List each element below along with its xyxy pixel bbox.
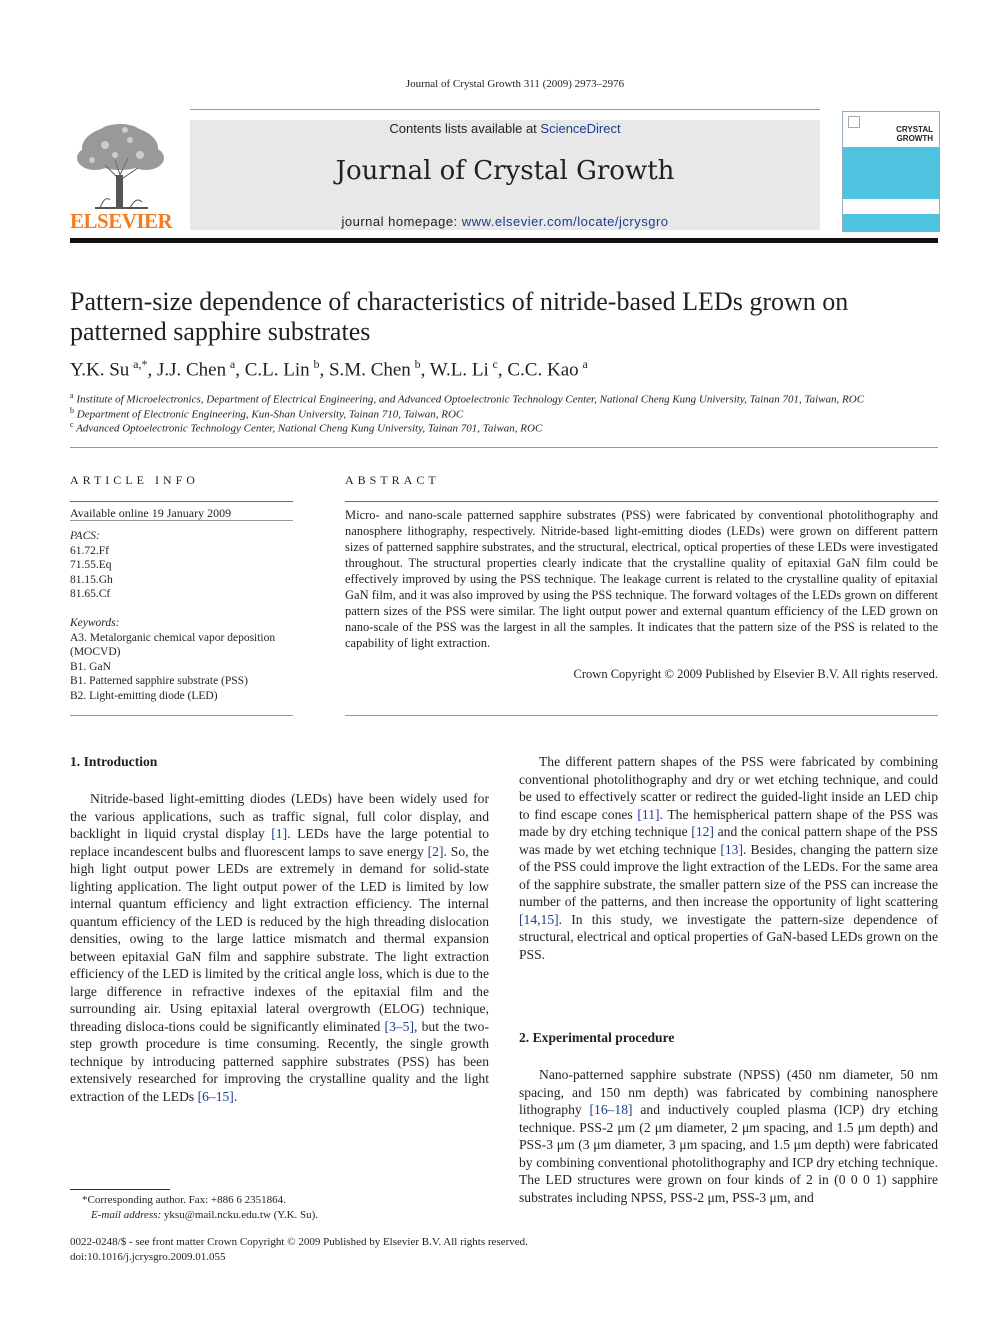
citation-link[interactable]: [14,15] bbox=[519, 911, 559, 927]
citation-link[interactable]: [2] bbox=[427, 843, 444, 859]
keyword: A3. Metalorganic chemical vapor deposition bbox=[70, 631, 276, 644]
cover-stripe bbox=[843, 201, 939, 213]
abstract-text: Micro- and nano-scale patterned sapphire substrates (PSS) were fabricated by conventional photolithography and nanosphere lithography, respectively. Nitride-based light-emitting diodes (LEDs) were grown on different pattern sizes of patterned sapphire substrates, and the structural, electrical, optical properties of these LEDs were investigated throughout. The structural properties clearly indicate that the crystalline quality of epitaxial GaN film could be effectively improved by using the PSS technique. The leakage current is related to the crystalline quality of epitaxial GaN film, and it was also improved by using the PSS technique. The forward voltages of the LEDs grown on different pattern sizes of the PSS were similar. The light output power and external quantum efficiency of the LED grown on nano-scale of the PSS was the largest in all the samples. It indicates that the pattern size of the PSS is related to the capability of light extraction. bbox=[345, 508, 938, 650]
issn-line: 0022-0248/$ - see front matter Crown Copyright © 2009 Published by Elsevier B.V. All rights reserved. bbox=[70, 1236, 528, 1248]
affiliation-sup: b bbox=[70, 406, 74, 415]
affiliation-c bbox=[70, 420, 950, 435]
keywords-label: Keywords: bbox=[70, 617, 120, 629]
affiliation-text: Institute of Microelectronics, Department of Electrical Engineering, and Advanced Optoelectronic Technology Center, National Cheng Kung University, Tainan 701, Taiwan, ROC bbox=[76, 393, 865, 406]
right-column-bottom bbox=[519, 1066, 938, 1206]
experimental-paragraph-1 bbox=[519, 1066, 938, 1206]
author-sup: a bbox=[229, 357, 236, 371]
text-run: , but the two-step growth procedure is time consuming. Recently, the single growth technique by introducing patterned sapphire substrates (PSS) has been extensively researched for improving the crystalline quality and the light extraction of the LEDs bbox=[70, 1018, 489, 1104]
affiliation-b bbox=[70, 406, 950, 421]
author-sup: b bbox=[313, 357, 320, 371]
homepage-link[interactable]: www.elsevier.com/locate/jcrysgro bbox=[461, 214, 669, 229]
contents-prefix: Contents lists available at bbox=[389, 121, 541, 136]
author-sup: a,* bbox=[133, 357, 148, 371]
affiliation-sup: a bbox=[70, 391, 74, 400]
introduction-paragraph-2 bbox=[519, 753, 938, 963]
section-1-heading: 1. Introduction bbox=[70, 754, 158, 769]
header-top-rule bbox=[190, 109, 820, 110]
right-column-top bbox=[519, 753, 938, 963]
pacs-code: 81.15.Gh bbox=[70, 573, 113, 586]
cover-color-band bbox=[843, 147, 939, 199]
cover-bottom-band bbox=[843, 214, 939, 231]
pacs-code: 71.55.Eq bbox=[70, 559, 112, 571]
journal-cover-thumbnail bbox=[842, 111, 940, 232]
pacs-code: 81.65.Cf bbox=[70, 588, 111, 600]
header-thick-rule bbox=[70, 238, 938, 243]
cover-small-logo-icon bbox=[848, 116, 860, 128]
citation-link[interactable]: [16–18] bbox=[589, 1102, 633, 1117]
text-run: . bbox=[233, 1088, 238, 1104]
homepage-line bbox=[190, 214, 820, 229]
affiliation-text: Advanced Optoelectronic Technology Center, National Cheng Kung University, Tainan 701, Taiwan, ROC bbox=[76, 422, 543, 435]
introduction-paragraph-1 bbox=[70, 790, 489, 1105]
keywords-list bbox=[70, 616, 300, 703]
doi-line[interactable]: doi:10.1016/j.jcrysgro.2009.01.055 bbox=[70, 1251, 226, 1263]
author-list: Y.K. Su $^{a,*}$, J.J. Chen $^a$, C.L. Lin $^b$, S.M. Chen $^b$, W.L. Li $^c$, C.C. Kao $^a$ bbox=[70, 357, 588, 381]
citation-link[interactable]: [1] bbox=[271, 826, 288, 841]
abstract-heading: ABSTRACT bbox=[345, 473, 440, 487]
article-title: Pattern-size dependence of characteristics of nitride-based LEDs grown on patterned sapphire substrates bbox=[70, 287, 849, 346]
email-note bbox=[91, 1209, 318, 1221]
author[interactable]: Y.K. Su bbox=[70, 359, 130, 381]
citation-link[interactable]: [11] bbox=[637, 806, 660, 822]
email-address[interactable]: yksu@mail.ncku.edu.tw (Y.K. Su). bbox=[163, 1209, 319, 1221]
abstract-copyright: Crown Copyright © 2009 Published by Elsevier B.V. All rights reserved. bbox=[573, 667, 938, 681]
text-run: and inductively coupled plasma (ICP) dry etching technique. PSS-2 μm (2 μm diameter, 2 μm spacing, and 1.5 μm depth) and PSS-3 μm (3 μm diameter, 3 μm spacing, and 1.5 μm depth) were fabricated by combining conventional photolithography and ICP dry etching technique. The LED structures were grown on four kinds of 2 in (0 0 0 1) sapphire substrates including NPSS, PSS-2 μm, PSS-3 μm, and bbox=[519, 1102, 938, 1205]
contents-line bbox=[190, 121, 820, 136]
homepage-prefix: journal homepage: bbox=[341, 214, 462, 229]
available-online: Available online 19 January 2009 bbox=[70, 506, 232, 520]
text-run: and the conical pattern shape of the PSS was made by wet etching technique bbox=[519, 824, 938, 857]
keyword: B2. Light-emitting diode (LED) bbox=[70, 689, 218, 702]
available-rule bbox=[70, 520, 293, 521]
article-info-rule bbox=[70, 501, 293, 502]
cover-title-line1: CRYSTAL bbox=[896, 125, 933, 134]
section-2-heading: 2. Experimental procedure bbox=[519, 1030, 675, 1045]
cover-title bbox=[896, 125, 933, 143]
text-run: . So, the high light output power LEDs are extremely in demand for solid-state lighting application. The light output power of the LED is limited by low internal quantum efficiency and light extraction efficiency. The internal quantum efficiency of the LED is reduced by the high threading dislocation densities, owing to the large lattice mismatch and thermal expansion between epitaxial GaN film and sapphire substrate. The light extraction efficiency of the LED is limited by the critical angle loss, which is due to the large difference in refractive indexes of the epitaxial film and the surrounding air. Using epitaxial lateral overgrowth (ELOG) technique, threading disloca-tions could be significantly eliminated bbox=[70, 843, 489, 1034]
pacs-label: PACS: bbox=[70, 530, 100, 542]
author-sup: b bbox=[414, 357, 421, 371]
author[interactable]: J.J. Chen bbox=[156, 359, 227, 381]
affiliation-sup: c bbox=[70, 420, 74, 429]
text-run: . In this study, we investigate the pattern-size dependence of structural, electrical and optical properties of GaN-based LEDs grown on the PSS. bbox=[519, 911, 938, 962]
abstract-rule bbox=[345, 501, 938, 502]
keyword: (MOCVD) bbox=[70, 646, 121, 658]
sciencedirect-link[interactable]: ScienceDirect bbox=[540, 121, 621, 136]
text-run: . LEDs have the large potential to replace incandescent bulbs and fluorescent lamps to save energy bbox=[70, 826, 489, 859]
journal-name: Journal of Crystal Growth bbox=[335, 156, 675, 186]
author[interactable]: C.C. Kao bbox=[507, 359, 579, 381]
citation-link[interactable]: [3–5] bbox=[384, 1018, 414, 1034]
text-run: . The hemispherical pattern shape of the PSS was made by dry etching technique bbox=[519, 806, 938, 839]
author-sup: c bbox=[492, 357, 498, 371]
footnote-rule bbox=[70, 1189, 170, 1190]
cover-title-line2: GROWTH bbox=[896, 134, 933, 143]
author[interactable]: W.L. Li bbox=[429, 359, 489, 381]
email-label: E-mail address: bbox=[91, 1209, 164, 1221]
text-run: Nano-patterned sapphire substrate (NPSS) (450 nm diameter, 50 nm spacing, and 150 nm depth) was fabricated by combining nanosphere lithography bbox=[519, 1067, 938, 1117]
author-sup: a bbox=[582, 357, 588, 371]
keyword: B1. Patterned sapphire substrate (PSS) bbox=[70, 675, 248, 687]
cover-top-panel bbox=[843, 112, 939, 146]
affiliation-rule bbox=[70, 447, 938, 448]
pacs-code: 61.72.Ff bbox=[70, 544, 109, 557]
elsevier-wordmark: ELSEVIER bbox=[70, 209, 173, 233]
pacs-list bbox=[70, 529, 300, 602]
abstract-bottom-rule bbox=[345, 715, 938, 716]
author[interactable]: C.L. Lin bbox=[244, 359, 310, 381]
text-run: Nitride-based light-emitting diodes (LEDs) have been widely used for the various applications, such as traffic signal, full color display, and backlight in liquid crystal display bbox=[70, 791, 489, 841]
citation-link[interactable]: [6–15] bbox=[197, 1088, 234, 1104]
affiliation-text: Department of Electronic Engineering, Kun-Shan University, Tainan 710, Taiwan, ROC bbox=[76, 408, 464, 421]
journal-reference: Journal of Crystal Growth 311 (2009) 2973–2976 bbox=[405, 78, 625, 90]
affiliation-a bbox=[70, 391, 950, 406]
corresponding-author-note: *Corresponding author. Fax: +886 6 2351864. bbox=[82, 1194, 286, 1206]
citation-link[interactable]: [13] bbox=[720, 841, 744, 857]
keyword: B1. GaN bbox=[70, 660, 111, 673]
citation-link[interactable]: [12] bbox=[691, 824, 714, 839]
text-run: . Besides, changing the pattern size of the PSS could improve the light extraction of the LEDs. For the same area of the sapphire substrate, the smaller pattern size of the PSS can increase the number of the patterns, and then increase the opportunity of light scattering bbox=[519, 841, 938, 909]
elsevier-tree-icon bbox=[70, 120, 170, 210]
text-run: The different pattern shapes of the PSS were fabricated by combining conventional photolithography and dry or wet etching technique, and could be used to effectively scatter or redirect the guided-light inside an LED chip to find escape cones bbox=[519, 754, 938, 822]
article-info-bottom-rule bbox=[70, 715, 293, 716]
left-column bbox=[70, 790, 489, 1105]
author[interactable]: S.M. Chen bbox=[328, 359, 411, 381]
article-info-heading: ARTICLE INFO bbox=[70, 473, 199, 487]
